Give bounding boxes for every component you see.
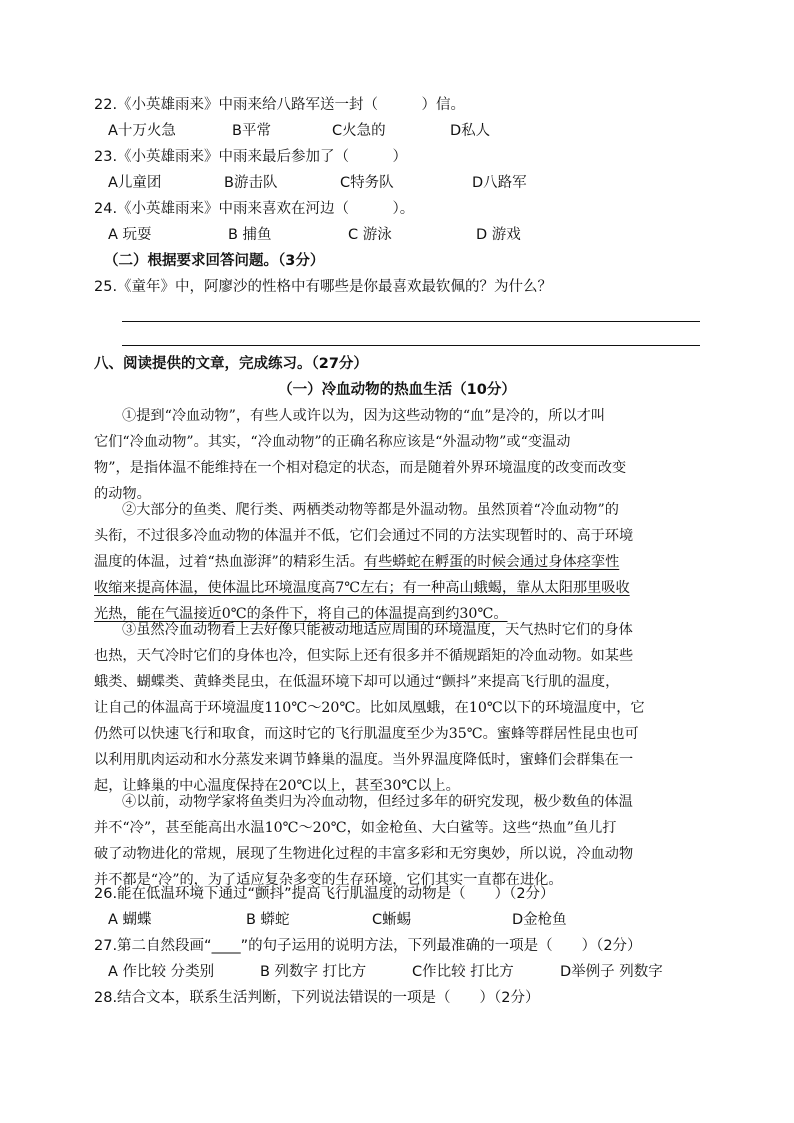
q24-option-d: D 游戏 <box>476 227 521 243</box>
q26-option-c: C蜥蜴 <box>372 912 412 928</box>
paragraph-4-line: 破了动物进化的常规，展现了生物进化过程的丰富多彩和无穷奥妙，所以说，冷血动物 <box>94 846 634 862</box>
paragraph-3-line: ③虽然冷血动物看上去好像只能被动地适应周围的环境温度，天气热时它们的身体 <box>122 622 633 638</box>
q23-option-a: A儿童团 <box>108 175 162 191</box>
paragraph-3-line: 以利用肌肉运动和水分蒸发来调节蜂巢的温度。当外界温度降低时，蜜蜂们会群集在一 <box>94 752 634 768</box>
paragraph-3-line: 让自己的体温高于环境温度110℃～20℃。比如凤凰蛾，在10℃以下的环境温度中，它 <box>94 700 645 716</box>
q26-stem: 26.能在低温环境下通过“颤抖”提高飞行肌温度的动物是（ ）（2分） <box>94 886 555 902</box>
paragraph-1-line: ①提到“冷血动物”，有些人或许以为，因为这些动物的“血”是冷的，所以才叫 <box>122 408 606 424</box>
q23-stem: 23.《小英雄雨来》中雨来最后参加了（ ） <box>94 149 408 165</box>
paragraph-2-text: 温度的体温，过着“热血澎湃”的精彩生活。 <box>94 554 364 570</box>
paragraph-4-line: 并不都是“冷”的，为了适应复杂多变的生存环境，它们其实一直都在进化。 <box>94 872 563 888</box>
q27-option-c: C作比较 打比方 <box>412 964 514 980</box>
paragraph-1-line: 的动物。 <box>94 486 151 502</box>
q25-answer-line-1[interactable] <box>122 321 700 322</box>
paragraph-3-line: 蛾类、蝴蝶类、黄蜂类昆虫，在低温环境下却可以通过“颤抖”来提高飞行肌的温度， <box>94 674 620 690</box>
q23-option-b: B游击队 <box>224 175 278 191</box>
paragraph-4-line: 并不“冷”，甚至能高出水温10℃～20℃，如金枪鱼、大白鲨等。这些“热血”鱼儿打 <box>94 820 617 836</box>
q28-stem: 28.结合文本，联系生活判断，下列说法错误的一项是（ ）（2分） <box>94 990 540 1006</box>
paragraph-4-line: ④以前，动物学家将鱼类归为冷血动物，但经过多年的研究发现，极少数鱼的体温 <box>122 794 633 810</box>
q24-option-a: A 玩耍 <box>108 227 152 243</box>
paragraph-1-line: 它们“冷血动物”。其实，“冷血动物”的正确名称应该是“外温动物”或“变温动 <box>94 434 571 450</box>
q24-stem: 24.《小英雄雨来》中雨来喜欢在河边（ ）。 <box>94 201 415 217</box>
q22-stem: 22.《小英雄雨来》中雨来给八路军送一封（ ）信。 <box>94 97 466 113</box>
q26-option-b: B 蟒蛇 <box>246 912 290 928</box>
underlined-sentence: 收缩来提高体温，使体温比环境温度高7℃左右；有一种高山蛾蝎，靠从太阳那里吸收 <box>94 580 630 596</box>
q24-option-c: C 游泳 <box>348 227 392 243</box>
q24-option-b: B 捕鱼 <box>228 227 272 243</box>
article-title: （一）冷血动物的热血生活（10分） <box>278 382 516 398</box>
q25-stem: 25.《童年》中，阿廖沙的性格中有哪些是你最喜欢最钦佩的？为什么？ <box>94 279 553 295</box>
q23-option-d: D八路军 <box>472 175 527 191</box>
q23-option-c: C特务队 <box>340 175 394 191</box>
section-2-heading: （二）根据要求回答问题。（3分） <box>104 253 325 269</box>
paragraph-3-line: 起，让蜂巢的中心温度保持在20℃以上，甚至30℃以上。 <box>94 778 460 794</box>
q27-stem: 27.第二自然段画“____”的句子运用的说明方法，下列最准确的一项是（ ）（2分） <box>94 938 642 954</box>
paragraph-3-line: 也热，天气冷时它们的身体也冷，但实际上还有很多并不循规蹈矩的冷血动物。如某些 <box>94 648 634 664</box>
q27-option-b: B 列数字 打比方 <box>260 964 367 980</box>
q26-option-d: D金枪鱼 <box>512 912 567 928</box>
q27-option-d: D举例子 列数字 <box>560 964 663 980</box>
q25-answer-line-2[interactable] <box>122 345 700 346</box>
section-8-heading: 八、阅读提供的文章，完成练习。（27分） <box>94 356 368 372</box>
q22-option-b: B平常 <box>232 123 271 139</box>
paragraph-1-line: 物”，是指体温不能维持在一个相对稳定的状态，而是随着外界环境温度的改变而改变 <box>94 460 627 476</box>
paragraph-2-line: ②大部分的鱼类、爬行类、两栖类动物等都是外温动物。虽然顶着“冷血动物”的 <box>122 502 619 518</box>
paragraph-3-line: 仍然可以快速飞行和取食，而这时它的飞行肌温度至少为35℃。蜜蜂等群居性昆虫也可 <box>94 726 639 742</box>
q26-option-a: A 蝴蝶 <box>108 912 152 928</box>
paragraph-2-line: 头衔，不过很多冷血动物的体温并不低，它们会通过不同的方法实现暂时的、高于环境 <box>94 528 634 544</box>
underlined-sentence: 光热，能在气温接近0℃的条件下，将自己的体温提高到约30℃。 <box>94 606 508 622</box>
underlined-sentence: 有些蟒蛇在孵蛋的时候会通过身体痉挛性 <box>363 554 620 570</box>
q27-option-a: A 作比较 分类别 <box>108 964 215 980</box>
q22-option-c: C火急的 <box>332 123 386 139</box>
paragraph-2-line-mixed <box>94 552 700 572</box>
q22-option-d: D私人 <box>450 123 491 139</box>
q22-option-a: A十万火急 <box>108 123 176 139</box>
